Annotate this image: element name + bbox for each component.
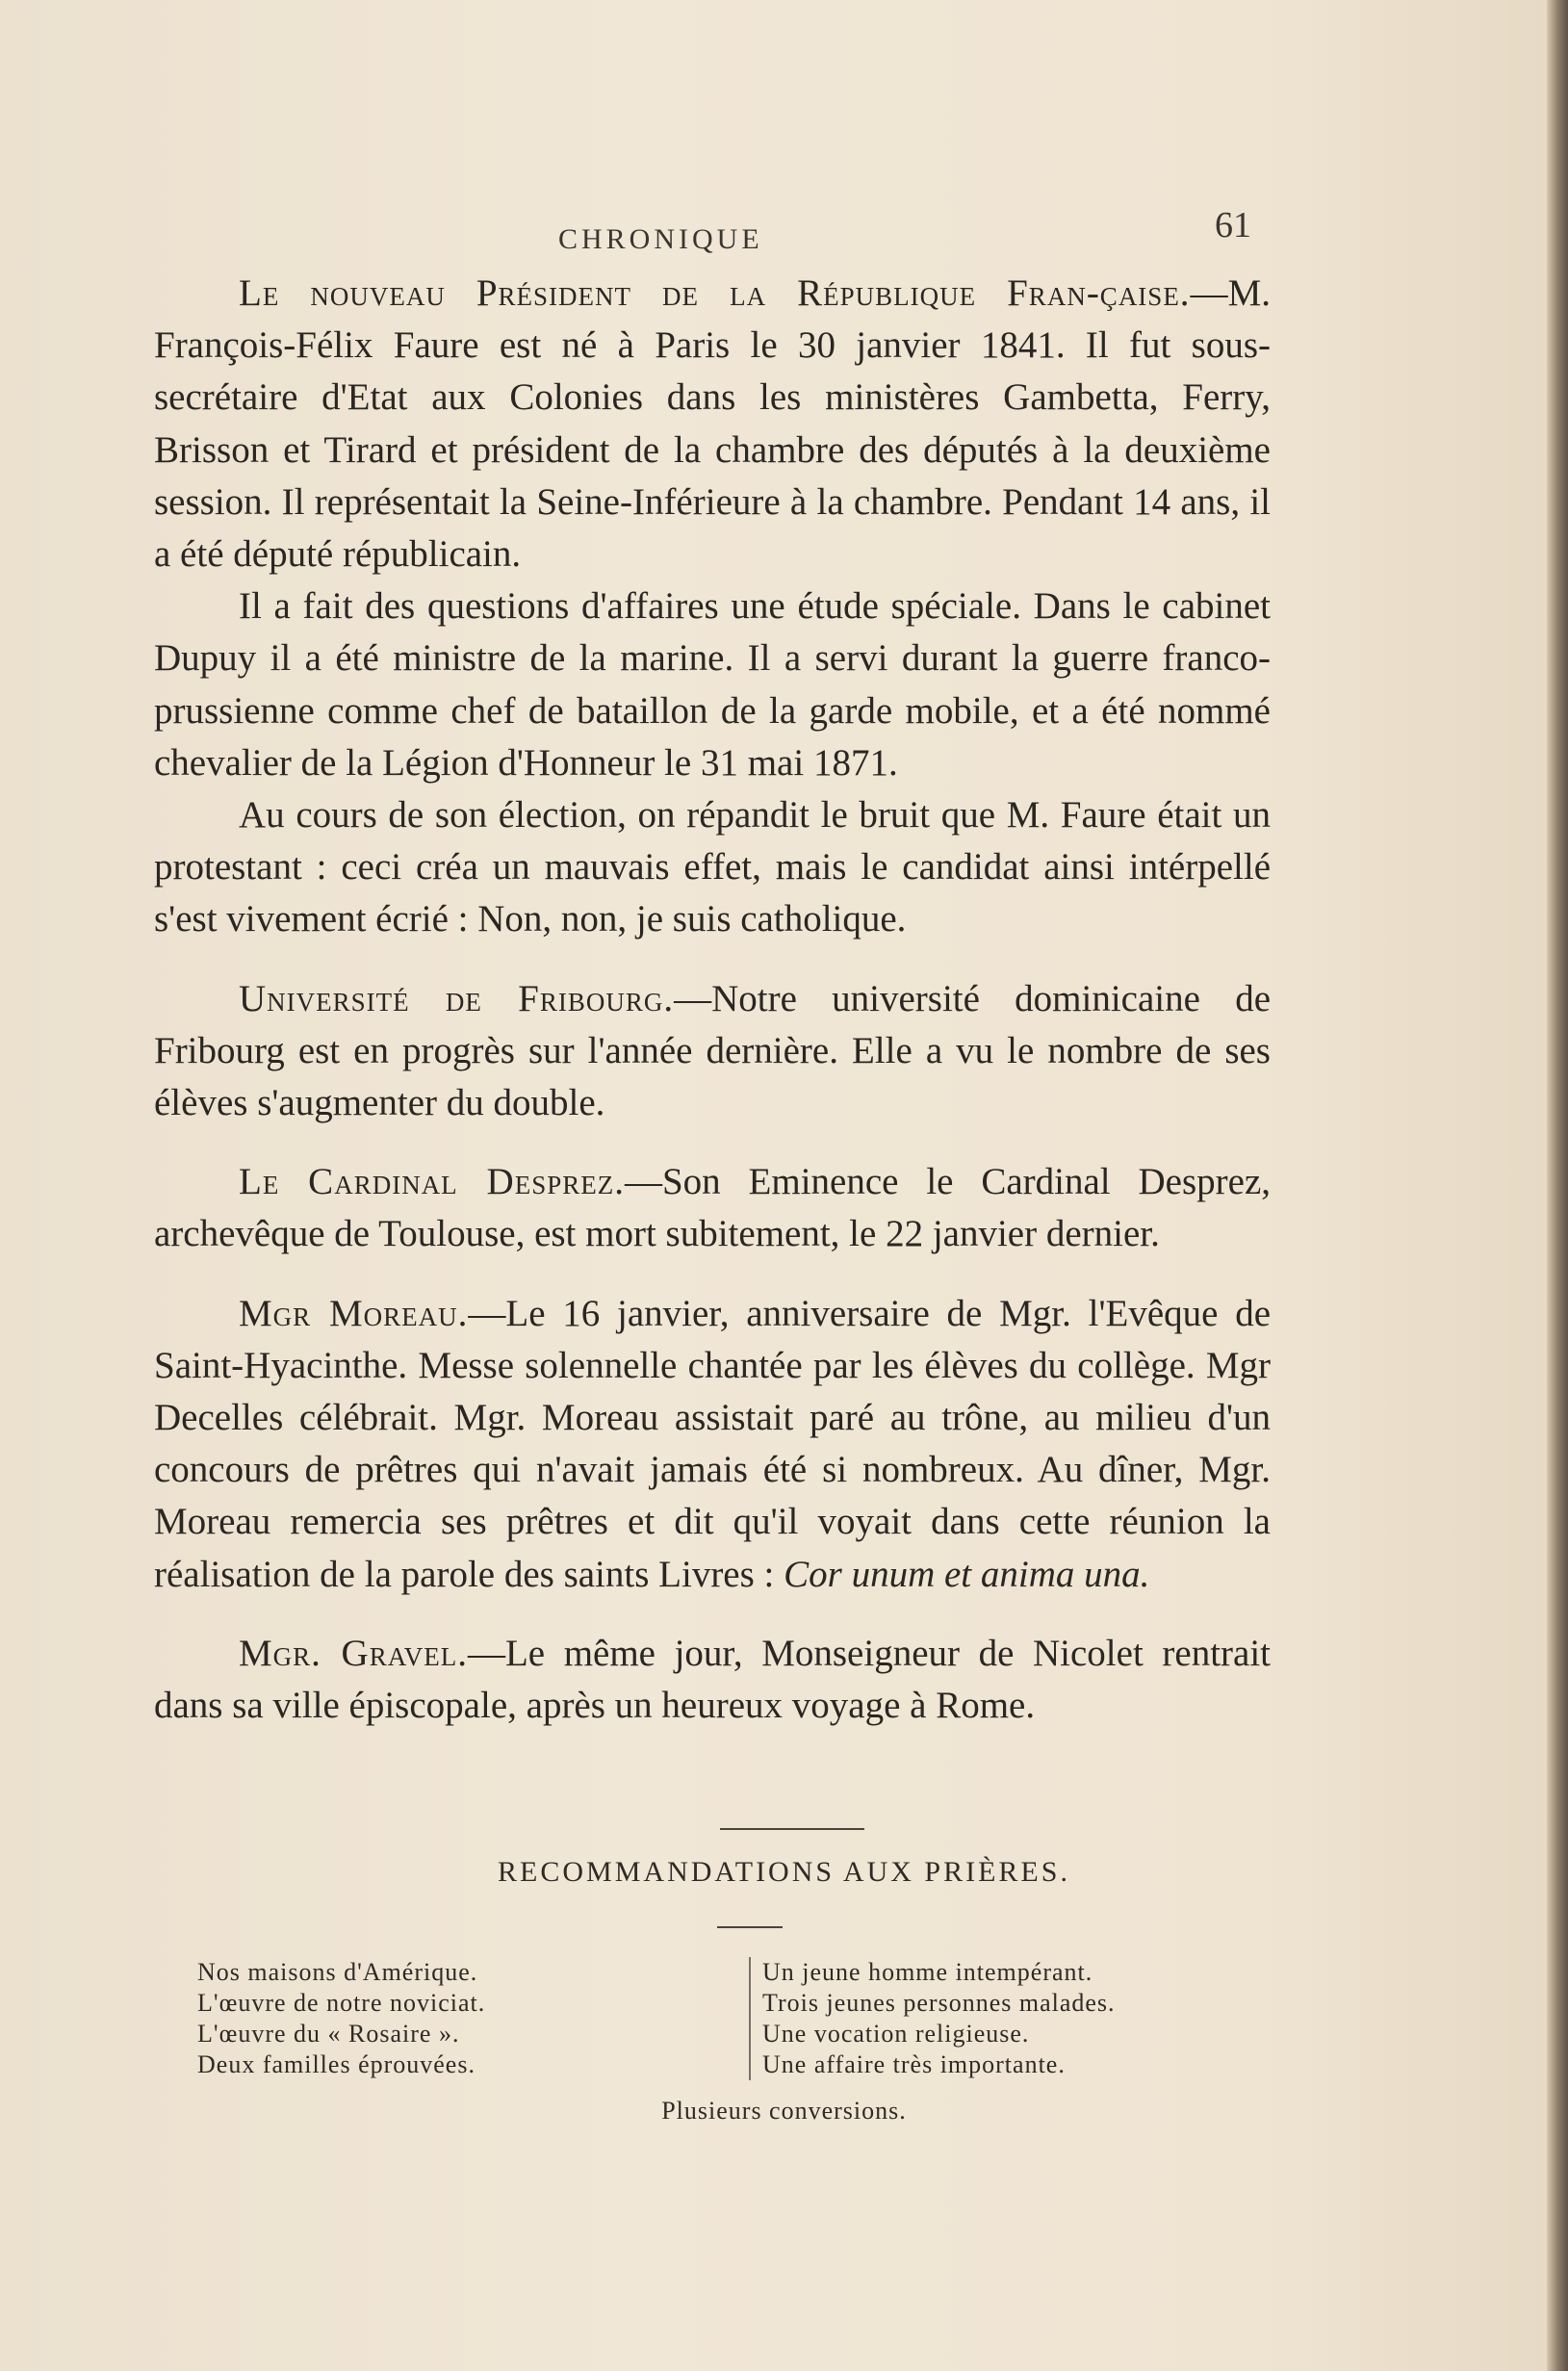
recommendations-left-column <box>197 1957 736 2080</box>
section-text-fribourg: —Notre université dominicaine de Fribourg est en progrès sur l'année dernière. Elle a vu le nombre de ses élèves s'augmenter du double. <box>154 977 1272 1124</box>
paragraph-fribourg <box>154 973 1271 1130</box>
recommendation-item: L'œuvre de notre noviciat. <box>197 1989 486 2017</box>
chronicle-body <box>154 268 1271 1732</box>
recommendation-item: Deux familles éprouvées. <box>197 2050 476 2078</box>
recommendations-title: RECOMMANDATIONS AUX PRIÈRES. <box>498 1856 1070 1888</box>
running-title: CHRONIQUE <box>558 223 763 255</box>
paragraph-gravel <box>154 1628 1271 1732</box>
section-text-president: —M. François-Félix Faure est né à Paris le 30 janvier 1841. Il fut sous-secrétaire d'Etat aux Colonies dans les ministères Gambetta, Ferry, Brisson et Tirard et président de la chambre des députés à la deuxième session. Il représentait la Seine-Inférieure à la chambre. Pendant 14 ans, il a été député républicain. <box>154 272 1271 576</box>
paragraph-president-election: Au cours de son élection, on répandit le bruit que M. Faure était un protestant : ceci créa un mauvais effet, mais le candidat ainsi intérpellé s'est vivement écrié : Non, non, je suis catholique. <box>154 794 1271 941</box>
separator-rule-small <box>717 1926 783 1928</box>
recommendation-item: Nos maisons d'Amérique. <box>197 1958 478 1986</box>
paragraph-desprez <box>154 1156 1271 1260</box>
section-text-gravel: —Le même jour, Monseigneur de Nicolet rentrait dans sa ville épiscopale, après un heureux voyage à Rome. <box>154 1632 1271 1727</box>
page-binding-edge <box>1547 0 1568 2371</box>
section-text-moreau: —Le 16 janvier, anniversaire de Mgr. l'Evêque de Saint-Hyacinthe. Messe solennelle chantée par les élèves du collège. Mgr Decelles célébrait. Mgr. Moreau assistait paré au trône, au milieu d'un concours de prêtres qui n'avait jamais été si nombreux. Au dîner, Mgr. Moreau remercia ses prêtres et dit qu'il voyait dans cette réunion la réalisation de la parole des saints Livres : <box>154 1292 1272 1595</box>
recommendation-item: L'œuvre du « Rosaire ». <box>197 2020 460 2048</box>
page-number: 61 <box>1215 205 1251 245</box>
section-heading-gravel: Mgr. Gravel. <box>239 1632 468 1674</box>
paragraph-president-affaires: Il a fait des questions d'affaires une étude spéciale. Dans le cabinet Dupuy il a été ministre de la marine. Il a servi durant la guerre franco-prussienne comme chef de bataillon de la garde mobile, et a été nommé chevalier de la Légion d'Honneur le 31 mai 1871. <box>154 585 1271 784</box>
recommendation-item: Une vocation religieuse. <box>762 2020 1030 2048</box>
section-heading-fribourg: Université de Fribourg. <box>239 977 675 1019</box>
section-heading-desprez: Le Cardinal Desprez. <box>239 1161 625 1203</box>
section-heading-moreau: Mgr Moreau. <box>239 1292 469 1334</box>
paragraph-moreau <box>154 1288 1271 1601</box>
section-text-desprez: —Son Eminence le Cardinal Desprez, archevêque de Toulouse, est mort subitement, le 22 janvier dernier. <box>154 1161 1272 1255</box>
page-header <box>154 204 1251 262</box>
recommendation-item-final: Plusieurs conversions. <box>661 2097 907 2125</box>
recommendation-item: Trois jeunes personnes malades. <box>762 1989 1116 2017</box>
latin-quote: Cor unum et anima una. <box>784 1553 1150 1595</box>
separator-rule-top <box>720 1828 864 1830</box>
recommendations-right-column <box>749 1957 1301 2080</box>
paragraph-president <box>154 268 1271 580</box>
section-heading-president: Le nouveau Président de la République Fran-çaise. <box>239 272 1191 314</box>
recommendation-item: Un jeune homme intempérant. <box>762 1958 1093 1986</box>
recommendation-item: Une affaire très importante. <box>762 2050 1066 2078</box>
